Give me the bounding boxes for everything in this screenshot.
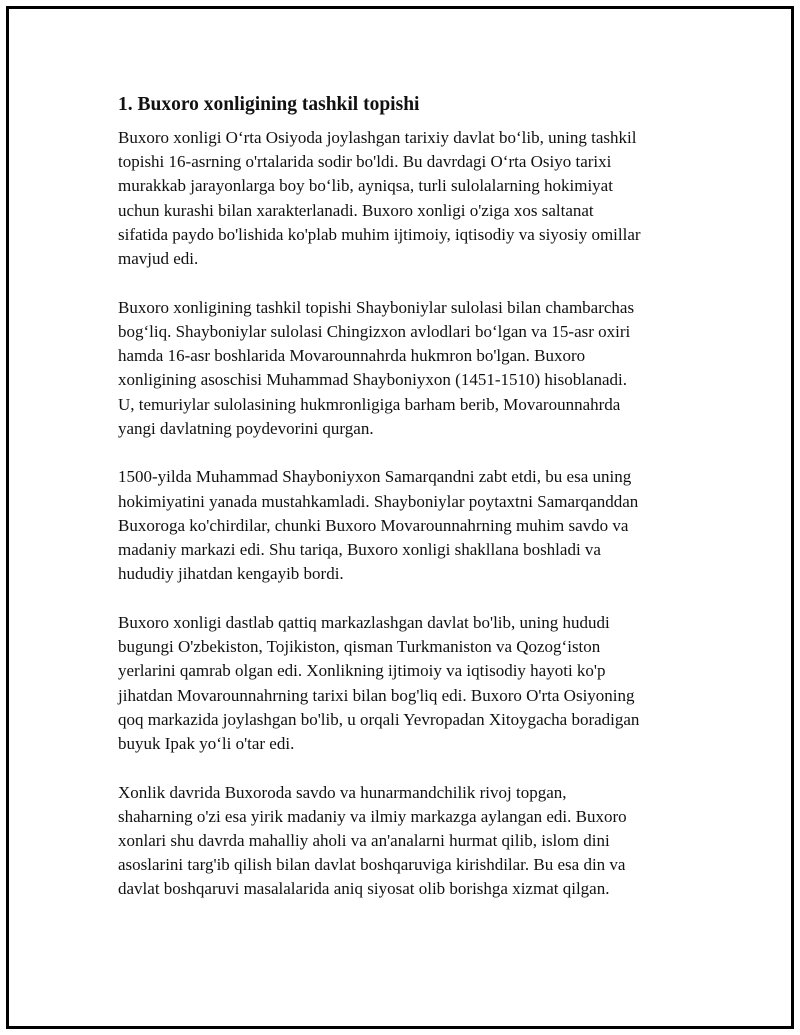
paragraph-line: U, temuriylar sulolasining hukmronligiga barham berib, Movarounnahrda — [118, 394, 621, 414]
paragraph-line: xonlari shu davrda mahalliy aholi va an'analarni hurmat qilib, islom dini — [118, 831, 610, 851]
paragraph-line: sifatida paydo bo'lishida ko'plab muhim ijtimoiy, iqtisodiy va siyosiy omillar — [118, 224, 641, 244]
paragraph-line: topishi 16-asrning o'rtalarida sodir bo'ldi. Bu davrdagi O‘rta Osiyo tarixi — [118, 152, 612, 172]
paragraph-line: hamda 16-asr boshlarida Movarounnahrda hukmron bo'lgan. Buxoro — [118, 346, 586, 366]
paragraph-line: Buxoro xonligi dastlab qattiq markazlashgan davlat bo'lib, uning hududi — [118, 612, 610, 632]
paragraph-line: yerlarini qamrab olgan edi. Xonlikning ijtimoiy va iqtisodiy hayoti ko'p — [118, 661, 606, 681]
paragraph-line: buyuk Ipak yo‘li o'tar edi. — [118, 733, 295, 753]
paragraph-line: davlat boshqaruvi masalalarida aniq siyosat olib borishga xizmat qilgan. — [118, 879, 610, 899]
paragraph-2 — [118, 296, 698, 441]
paragraph-line: Buxoro xonligining tashkil topishi Shayboniylar sulolasi bilan chambarchas — [118, 297, 635, 317]
paragraph-line: Buxoroga ko'chirdilar, chunki Buxoro Movarounnahrning muhim savdo va — [118, 515, 629, 535]
paragraph-line: xonligining asoschisi Muhammad Shayboniyxon (1451-1510) hisoblanadi. — [118, 370, 628, 390]
paragraph-line: murakkab jarayonlarga boy bo‘lib, ayniqsa, turli sulolalarning hokimiyat — [118, 176, 613, 196]
paragraph-1 — [118, 126, 698, 271]
paragraph-line: mavjud edi. — [118, 249, 199, 269]
paragraph-line: asoslarini targ'ib qilish bilan davlat boshqaruviga kirishdilar. Bu esa din va — [118, 855, 626, 875]
paragraph-line: Buxoro xonligi O‘rta Osiyoda joylashgan tarixiy davlat bo‘lib, uning tashkil — [118, 128, 637, 147]
paragraph-line: qoq markazida joylashgan bo'lib, u orqali Yevropadan Xitoygacha boradigan — [118, 709, 640, 729]
paragraph-line: hokimiyatini yanada mustahkamladi. Shayboniylar poytaxtni Samarqanddan — [118, 491, 639, 511]
section-heading: 1. Buxoro xonligining tashkil topishi — [118, 94, 420, 115]
paragraph-line: bog‘liq. Shayboniylar sulolasi Chingizxon avlodlari bo‘lgan va 15-asr oxiri — [118, 321, 631, 341]
paragraph-5 — [118, 781, 698, 902]
document-body — [118, 92, 698, 926]
paragraph-4 — [118, 611, 698, 756]
paragraph-line: jihatdan Movarounnahrning tarixi bilan bog'liq edi. Buxoro O'rta Osiyoning — [118, 685, 635, 705]
paragraph-line: yangi davlatning poydevorini qurgan. — [118, 418, 374, 438]
paragraph-line: Xonlik davrida Buxoroda savdo va hunarmandchilik rivoj topgan, — [118, 782, 567, 802]
paragraph-line: shaharning o'zi esa yirik madaniy va ilmiy markazga aylangan edi. Buxoro — [118, 806, 627, 826]
paragraph-line: hududiy jihatdan kengayib bordi. — [118, 564, 344, 584]
paragraph-line: uchun kurashi bilan xarakterlanadi. Buxoro xonligi o'ziga xos saltanat — [118, 200, 594, 220]
paragraph-line: bugungi O'zbekiston, Tojikiston, qisman Turkmaniston va Qozog‘iston — [118, 637, 601, 657]
paragraph-3 — [118, 465, 698, 586]
paragraph-line: 1500-yilda Muhammad Shayboniyxon Samarqandni zabt etdi, bu esa uning — [118, 467, 632, 487]
paragraph-line: madaniy markazi edi. Shu tariqa, Buxoro xonligi shakllana boshladi va — [118, 540, 601, 560]
